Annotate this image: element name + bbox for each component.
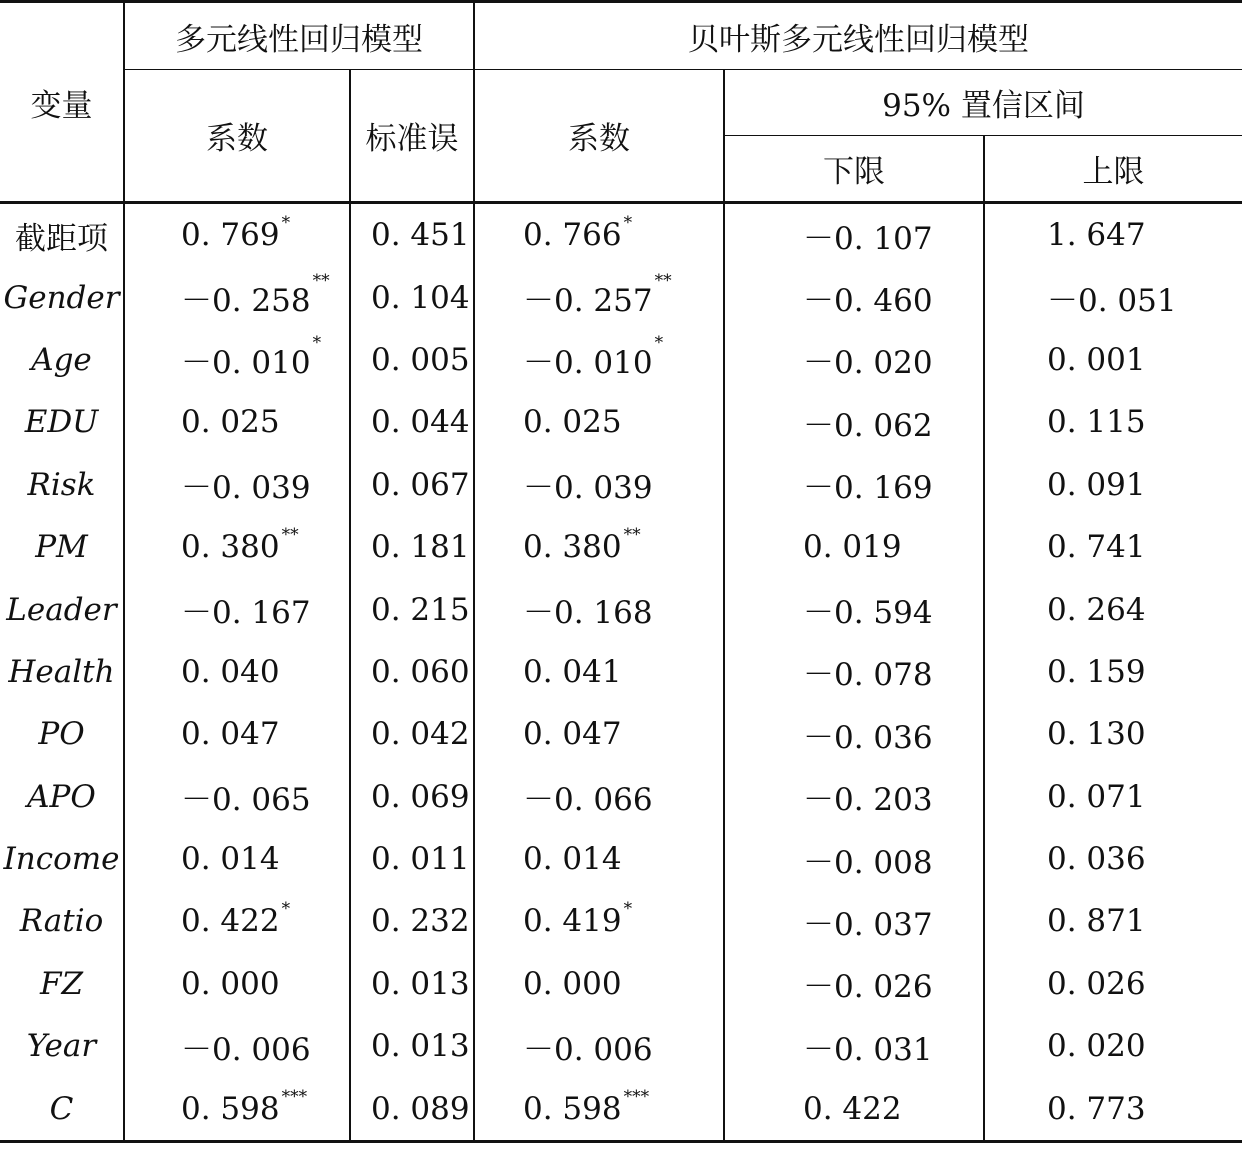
mlr-coef-cell [124, 516, 350, 578]
cell-value: 0. 013 [371, 965, 470, 1002]
cell-value: 0. 181 [371, 529, 470, 566]
variable-name: PM [35, 529, 88, 566]
ci-lower-cell [724, 391, 984, 453]
ci-lower-cell [724, 329, 984, 391]
mlr-coef-cell [124, 828, 350, 890]
significance-stars: * [281, 899, 291, 920]
significance-stars: * [312, 333, 322, 354]
table-row [0, 703, 1242, 765]
ci-lower-cell [724, 516, 984, 578]
ci-upper-cell [984, 516, 1242, 578]
cell-value: －0. 107 [803, 220, 933, 257]
cell-value: －0. 169 [803, 470, 933, 507]
cell-value: 0. 020 [1047, 1028, 1146, 1065]
cell-value: 0. 060 [371, 653, 470, 690]
mlr-stderr-cell [350, 1077, 474, 1141]
header-coef: 系数 [124, 70, 350, 203]
bayes-coef-cell [474, 1015, 724, 1077]
cell-value: －0. 062 [803, 407, 933, 444]
bayes-coef-cell [474, 953, 724, 1015]
cell-value: －0. 167 [181, 595, 311, 632]
variable-name: C [49, 1090, 74, 1127]
ci-upper-cell [984, 578, 1242, 640]
cell-value: －0. 008 [803, 844, 933, 881]
ci-upper-cell [984, 766, 1242, 828]
variable-name: Age [31, 341, 92, 378]
cell-value: 0. 159 [1047, 653, 1146, 690]
variable-name: APO [27, 778, 96, 815]
ci-lower-cell [724, 766, 984, 828]
header-stderr: 标准误 [350, 70, 474, 203]
cell-value: －0. 258 [181, 283, 311, 320]
variable-name: Ratio [19, 903, 104, 940]
significance-stars: * [281, 213, 291, 234]
ci-upper-cell [984, 703, 1242, 765]
cell-value: 0. 232 [371, 903, 470, 940]
table-row [0, 953, 1242, 1015]
cell-value: 0. 089 [371, 1090, 470, 1127]
variable-name: Income [3, 841, 120, 878]
bayes-coef-cell [474, 454, 724, 516]
significance-stars: *** [281, 1086, 308, 1107]
significance-stars: * [654, 333, 664, 354]
table-row [0, 329, 1242, 391]
ci-lower-cell [724, 953, 984, 1015]
variable-name: FZ [39, 965, 84, 1002]
variable-name: PO [38, 716, 85, 753]
significance-stars: ** [623, 525, 641, 546]
mlr-stderr-cell [350, 1015, 474, 1077]
mlr-coef-cell [124, 203, 350, 267]
cell-value: 0. 014 [523, 841, 622, 878]
cell-value: 0. 040 [181, 653, 280, 690]
bayes-coef-cell [474, 1077, 724, 1141]
ci-lower-cell [724, 828, 984, 890]
variable-name: Risk [27, 466, 96, 503]
cell-value: －0. 065 [181, 782, 311, 819]
significance-stars: * [623, 213, 633, 234]
ci-lower-cell [724, 1015, 984, 1077]
ci-upper-cell [984, 391, 1242, 453]
mlr-stderr-cell [350, 890, 474, 952]
table-body [0, 203, 1242, 1142]
cell-value: －0. 460 [803, 283, 933, 320]
mlr-stderr-cell [350, 703, 474, 765]
cell-value: 0. 000 [181, 965, 280, 1002]
ci-lower-cell [724, 641, 984, 703]
cell-value: －0. 051 [1047, 283, 1177, 320]
bayes-coef-cell [474, 828, 724, 890]
cell-value: 0. 773 [1047, 1090, 1146, 1127]
header-ci: 95% 置信区间 [724, 70, 1242, 136]
cell-value: 0. 001 [1047, 341, 1146, 378]
mlr-coef-cell [124, 890, 350, 952]
bayes-coef-cell [474, 329, 724, 391]
header-coef-bayes: 系数 [474, 70, 724, 203]
ci-upper-cell [984, 828, 1242, 890]
mlr-coef-cell [124, 641, 350, 703]
significance-stars: ** [281, 525, 299, 546]
cell-value: 0. 042 [371, 716, 470, 753]
bayes-coef-cell [474, 578, 724, 640]
table-row [0, 890, 1242, 952]
cell-value: 0. 025 [181, 404, 280, 441]
mlr-coef-cell [124, 953, 350, 1015]
bayes-coef-cell [474, 703, 724, 765]
cell-value: 1. 647 [1047, 217, 1146, 254]
cell-value: 0. 047 [523, 716, 622, 753]
mlr-coef-cell [124, 454, 350, 516]
header-lower: 下限 [724, 136, 984, 203]
mlr-stderr-cell [350, 516, 474, 578]
table-row [0, 578, 1242, 640]
cell-value: 0. 769 [181, 217, 280, 254]
cell-value: 0. 422 [803, 1090, 902, 1127]
variable-name: Health [8, 653, 115, 690]
cell-value: 0. 071 [1047, 778, 1146, 815]
cell-value: 0. 069 [371, 778, 470, 815]
cell-value: －0. 078 [803, 657, 933, 694]
ci-lower-cell [724, 703, 984, 765]
mlr-coef-cell [124, 391, 350, 453]
mlr-stderr-cell [350, 391, 474, 453]
cell-value: －0. 010 [181, 345, 311, 382]
table-row [0, 266, 1242, 328]
ci-upper-cell [984, 953, 1242, 1015]
cell-value: 0. 019 [803, 529, 902, 566]
mlr-stderr-cell [350, 329, 474, 391]
variable-name: Gender [3, 279, 120, 316]
cell-value: －0. 039 [181, 470, 311, 507]
cell-value: 0. 598 [523, 1090, 622, 1127]
header-variable: 变量 [0, 2, 124, 203]
mlr-stderr-cell [350, 641, 474, 703]
mlr-stderr-cell [350, 766, 474, 828]
variable-name: 截距项 [15, 220, 108, 257]
cell-value: －0. 039 [523, 470, 653, 507]
mlr-stderr-cell [350, 203, 474, 267]
cell-value: －0. 203 [803, 782, 933, 819]
cell-value: －0. 031 [803, 1031, 933, 1068]
significance-stars: *** [623, 1086, 650, 1107]
significance-stars: ** [654, 271, 672, 292]
significance-stars: ** [312, 271, 330, 292]
cell-value: －0. 066 [523, 782, 653, 819]
cell-value: 0. 871 [1047, 903, 1146, 940]
ci-lower-cell [724, 890, 984, 952]
ci-lower-cell [724, 203, 984, 267]
mlr-coef-cell [124, 329, 350, 391]
cell-value: －0. 037 [803, 906, 933, 943]
ci-upper-cell [984, 329, 1242, 391]
bayes-coef-cell [474, 890, 724, 952]
table-row [0, 1015, 1242, 1077]
cell-value: －0. 594 [803, 595, 933, 632]
cell-value: 0. 130 [1047, 716, 1146, 753]
cell-value: －0. 010 [523, 345, 653, 382]
cell-value: 0. 036 [1047, 841, 1146, 878]
table-header [0, 2, 1242, 203]
ci-upper-cell [984, 203, 1242, 267]
cell-value: 0. 380 [523, 529, 622, 566]
header-model-mlr: 多元线性回归模型 [124, 2, 474, 70]
ci-lower-cell [724, 266, 984, 328]
cell-value: 0. 025 [523, 404, 622, 441]
cell-value: 0. 041 [523, 653, 622, 690]
table-row [0, 454, 1242, 516]
bayes-coef-cell [474, 203, 724, 267]
table-row [0, 828, 1242, 890]
cell-value: 0. 264 [1047, 591, 1146, 628]
mlr-stderr-cell [350, 454, 474, 516]
cell-value: 0. 044 [371, 404, 470, 441]
cell-value: 0. 005 [371, 341, 470, 378]
mlr-coef-cell [124, 1077, 350, 1141]
cell-value: －0. 006 [181, 1031, 311, 1068]
cell-value: 0. 422 [181, 903, 280, 940]
mlr-coef-cell [124, 766, 350, 828]
cell-value: －0. 257 [523, 283, 653, 320]
cell-value: 0. 013 [371, 1028, 470, 1065]
cell-value: 0. 741 [1047, 529, 1146, 566]
cell-value: －0. 020 [803, 345, 933, 382]
header-model-bayes: 贝叶斯多元线性回归模型 [474, 2, 1242, 70]
variable-name: EDU [24, 404, 99, 441]
cell-value: 0. 380 [181, 529, 280, 566]
cell-value: 0. 104 [371, 279, 470, 316]
bayes-coef-cell [474, 641, 724, 703]
ci-upper-cell [984, 266, 1242, 328]
header-upper: 上限 [984, 136, 1242, 203]
table-row [0, 516, 1242, 578]
cell-value: 0. 011 [371, 841, 470, 878]
cell-value: －0. 006 [523, 1031, 653, 1068]
mlr-coef-cell [124, 703, 350, 765]
cell-value: 0. 451 [371, 217, 470, 254]
bayes-coef-cell [474, 516, 724, 578]
ci-lower-cell [724, 1077, 984, 1141]
cell-value: 0. 026 [1047, 965, 1146, 1002]
cell-value: 0. 047 [181, 716, 280, 753]
table-row [0, 641, 1242, 703]
cell-value: 0. 091 [1047, 466, 1146, 503]
mlr-coef-cell [124, 266, 350, 328]
ci-lower-cell [724, 454, 984, 516]
cell-value: 0. 067 [371, 466, 470, 503]
ci-lower-cell [724, 578, 984, 640]
cell-value: －0. 036 [803, 719, 933, 756]
cell-value: －0. 168 [523, 595, 653, 632]
mlr-stderr-cell [350, 266, 474, 328]
table-row [0, 203, 1242, 267]
ci-upper-cell [984, 454, 1242, 516]
mlr-coef-cell [124, 578, 350, 640]
ci-upper-cell [984, 641, 1242, 703]
bayes-coef-cell [474, 266, 724, 328]
cell-value: 0. 419 [523, 903, 622, 940]
mlr-stderr-cell [350, 953, 474, 1015]
cell-value: 0. 014 [181, 841, 280, 878]
cell-value: 0. 766 [523, 217, 622, 254]
bayes-coef-cell [474, 391, 724, 453]
table-row [0, 1077, 1242, 1141]
mlr-stderr-cell [350, 828, 474, 890]
variable-name: Leader [6, 591, 117, 628]
ci-upper-cell [984, 1077, 1242, 1141]
cell-value: －0. 026 [803, 969, 933, 1006]
variable-name: Year [26, 1028, 97, 1065]
table-row [0, 391, 1242, 453]
cell-value: 0. 000 [523, 965, 622, 1002]
cell-value: 0. 598 [181, 1090, 280, 1127]
significance-stars: * [623, 899, 633, 920]
ci-upper-cell [984, 1015, 1242, 1077]
cell-value: 0. 215 [371, 591, 470, 628]
mlr-stderr-cell [350, 578, 474, 640]
cell-value: 0. 115 [1047, 404, 1146, 441]
mlr-coef-cell [124, 1015, 350, 1077]
table-row [0, 766, 1242, 828]
bayes-coef-cell [474, 766, 724, 828]
ci-upper-cell [984, 890, 1242, 952]
